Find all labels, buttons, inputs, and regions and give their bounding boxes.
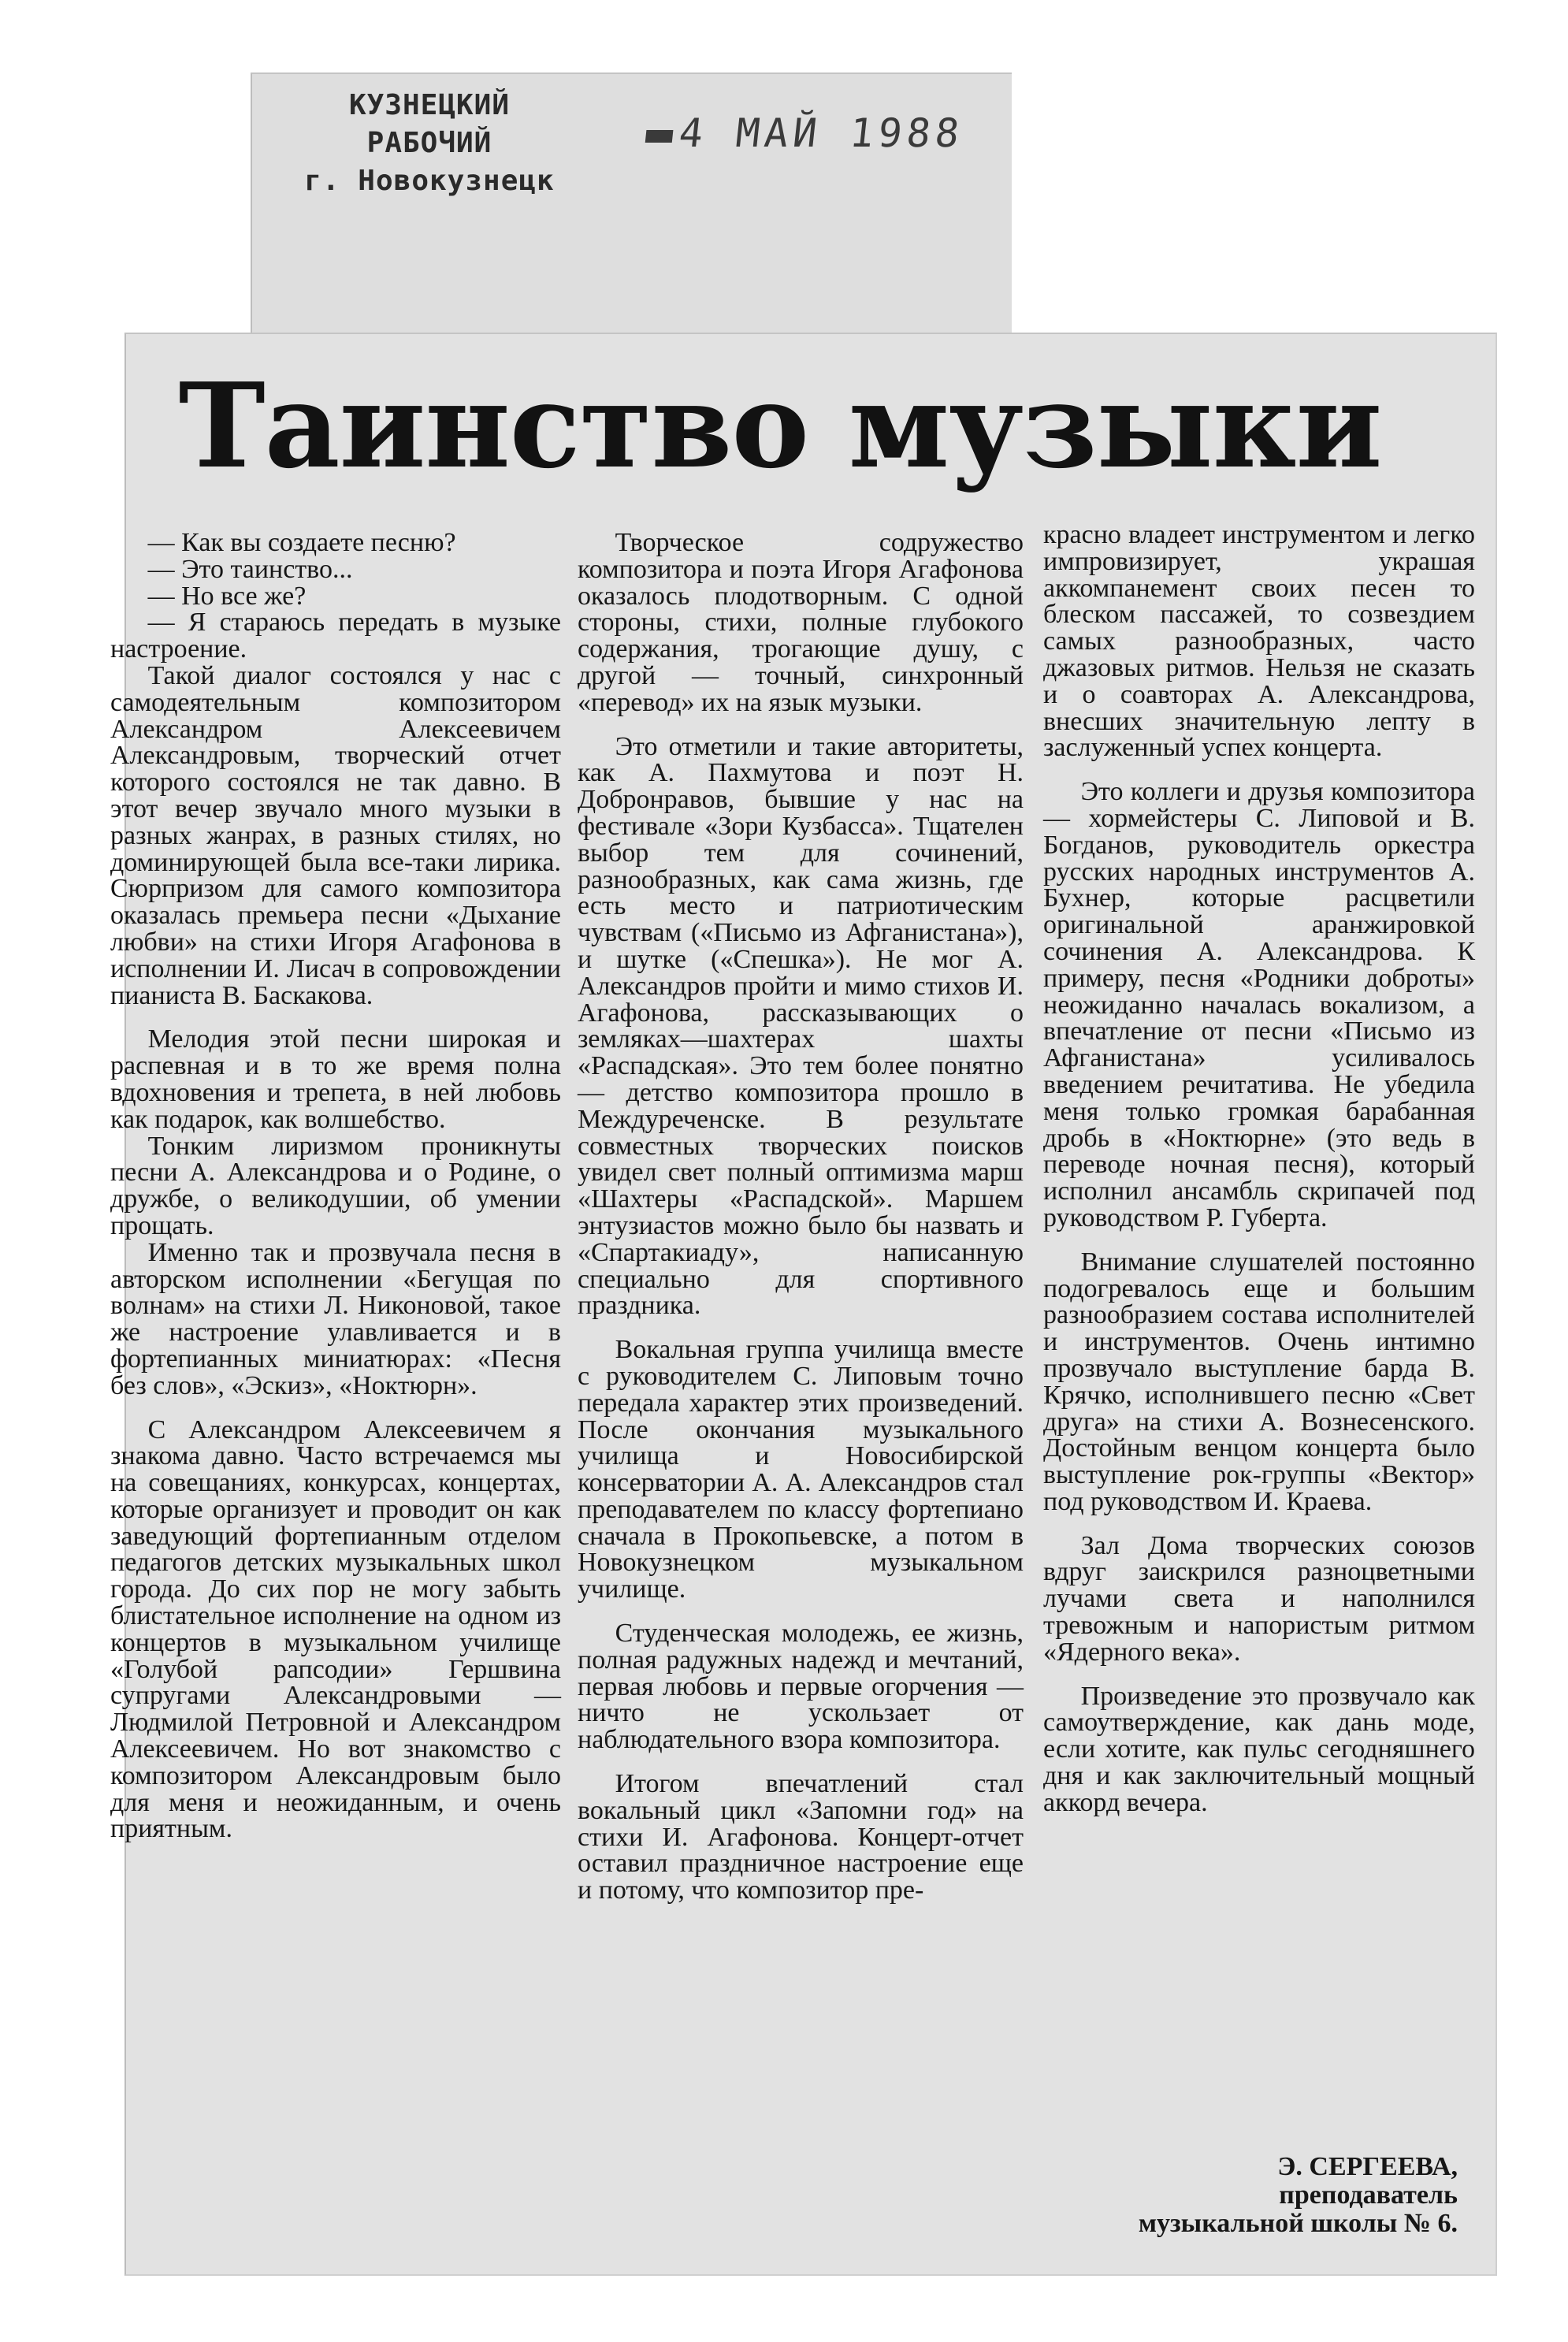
article-column-2 bbox=[578, 530, 1024, 1904]
article-column-1 bbox=[110, 530, 561, 1842]
stamp-dash bbox=[645, 130, 674, 143]
paragraph: Произведение это прозвучало как самоутверждение, как дань моде, если хотите, как пульс сегодняшнего дня и как заключительный мощный аккорд вечера. bbox=[1043, 1681, 1475, 1817]
paragraph: Мелодия этой песни широкая и распевная и в то же время полна вдохновения и трепета, в ней любовь как подарок, как волшебство. bbox=[110, 1024, 561, 1134]
article-column-3 bbox=[1043, 522, 1475, 1816]
stamp-date-text: 4 МАЙ 1988 bbox=[676, 110, 967, 156]
author-school: музыкальной школы № 6. bbox=[1138, 2209, 1458, 2238]
paragraph: Творческое содружество композитора и поэта Игоря Агафонова оказалось плодотворным. С одной стороны, стихи, полные глубокого содержания, трогающие душу, с другой — точный, синхронный «перевод» их на язык музыки. bbox=[578, 528, 1024, 717]
paragraph: Именно так и прозвучала песня в авторском исполнении «Бегущая по волнам» на стихи Л. Никоновой, такое же настроение улавливается и в фортепианных миниатюрах: «Песня без слов», «Эскиз», «Ноктюрн». bbox=[110, 1237, 561, 1400]
paragraph: Это отметили и такие авторитеты, как А. Пахмутова и поэт Н. Добронравов, бывшие у нас на фестивале «Зори Кузбасса». Тщателен выбор тем для сочинений, разнообразных, как сама жизнь, где есть место и патриотическим чувствам («Письмо из Афганистана»), и шутке («Спешка»). Не мог А. Александров пройти и мимо стихов И. Агафонова, рассказывающих о земляках—шахтерах шахты «Распадская». Это тем более понятно — детство композитора прошло в Междуреченске. В результате совместных творческих поисков увидел свет полный оптимизма марш «Шахтеры «Распадской». Маршем энтузиастов можно было бы назвать и «Спартакиаду», написанную специально для спортивного праздника. bbox=[578, 731, 1024, 1321]
paragraph: — Это таинство... bbox=[147, 554, 353, 584]
newspaper-city: г. Новокузнецк bbox=[304, 165, 555, 197]
paragraph: С Александром Алексеевичем я знакома давно. Часто встречаемся мы на совещаниях, конкурсах, концертах, которые организует и проводит он как заведующий фортепианным отделом педагогов детских музыкальных школ города. До сих пор не могу забыть блистательное исполнение на одном из концертов в музыкальном училище «Голубой рапсодии» Гершвина супругами Александровыми — Людмилой Петровной и Александром Алексеевичем. Но вот знакомство с композитором Александровым было для меня и неожиданным, и очень приятным. bbox=[110, 1414, 561, 1844]
paragraph: Зал Дома творческих союзов вдруг заискрился разноцветными лучами света и наполнился тревожным и напористым ритмом «Ядерного века». bbox=[1043, 1530, 1475, 1667]
paragraph: Итогом впечатлений стал вокальный цикл «Запомни год» на стихи И. Агафонова. Концерт-отчет оставил праздничное настроение еще и потому, что композитор пре- bbox=[578, 1769, 1024, 1905]
paragraph: Это коллеги и друзья композитора — хормейстеры С. Липовой и В. Богданов, руководитель оркестра русских народных инструментов А. Бухнер, которые расцветили оригинальной аранжировкой сочинения А. Александрова. К примеру, песня «Родники доброты» неожиданно началась вокализом, а впечатление от песни «Письмо из Афганистана» усиливалось введением речитатива. Не убедила меня только громкая барабанная дробь в «Ноктюрне» (это ведь в переводе ночная песня), который исполнил ансамбль скрипачей под руководством Р. Губерта. bbox=[1043, 777, 1475, 1232]
paragraph: — Как вы создаете песню? bbox=[147, 528, 456, 557]
paragraph: Внимание слушателей постоянно подогревалось еще и большим разнообразием состава исполнителей и инструментов. Очень интимно прозвучало выступление барда В. Крячко, исполнившего песню «Свет друга» на стихи А. Вознесенского. Достойным венцом концерта было выступление рок-группы «Вектор» под руководством И. Краева. bbox=[1043, 1247, 1475, 1516]
author-role: преподаватель bbox=[1279, 2180, 1458, 2210]
newspaper-name: КУЗНЕЦКИЙ РАБОЧИЙ bbox=[348, 89, 511, 159]
article-signature bbox=[1048, 2153, 1458, 2238]
paragraph: Такой диалог состоялся у нас с самодеятельным композитором Александром Алексеевичем Александровым, творческий отчет которого состоялся не так давно. В этот вечер звучало много музыки в разных жанрах, в разных стилях, но доминирующей была все-таки лирика. Сюрпризом для самого композитора оказалась премьера песни «Дыхание любви» на стихи Игоря Агафонова в исполнении И. Лисач в сопровождении пианиста В. Баскакова. bbox=[110, 660, 561, 1010]
paragraph: — Я стараюсь передать в музыке настроение. bbox=[110, 608, 561, 664]
newspaper-stamp bbox=[288, 87, 571, 200]
paragraph: — Но все же? bbox=[147, 581, 307, 611]
date-stamp bbox=[644, 110, 979, 156]
paragraph: Тонким лиризмом проникнуты песни А. Александрова и о Родине, о дружбе, о великодушии, об умении прощать. bbox=[110, 1131, 561, 1240]
paragraph: Вокальная группа училища вместе с руководителем С. Липовым точно передала характер этих произведений. После окончания музыкального училища и Новосибирской консерватории А. А. Александров стал преподавателем по классу фортепиано сначала в Прокопьевске, а потом в Новокузнецком музыкальном училище. bbox=[578, 1335, 1024, 1604]
author-name: Э. СЕРГЕЕВА, bbox=[1277, 2152, 1458, 2181]
paragraph: Студенческая молодежь, ее жизнь, полная радужных надежд и мечтаний, первая любовь и первые огорчения — ничто не ускользает от наблюдательного взора композитора. bbox=[578, 1619, 1024, 1755]
paragraph: красно владеет инструментом и легко импровизирует, украшая аккомпанемент своих песен то блеском пассажей, то созвездием самых разнообразных, часто джазовых ритмов. Нельзя не сказать и о соавторах А. Александрова, внесших значительную лепту в заслуженный успех концерта. bbox=[1043, 520, 1475, 763]
article-headline: Таинство музыки bbox=[178, 357, 1382, 494]
